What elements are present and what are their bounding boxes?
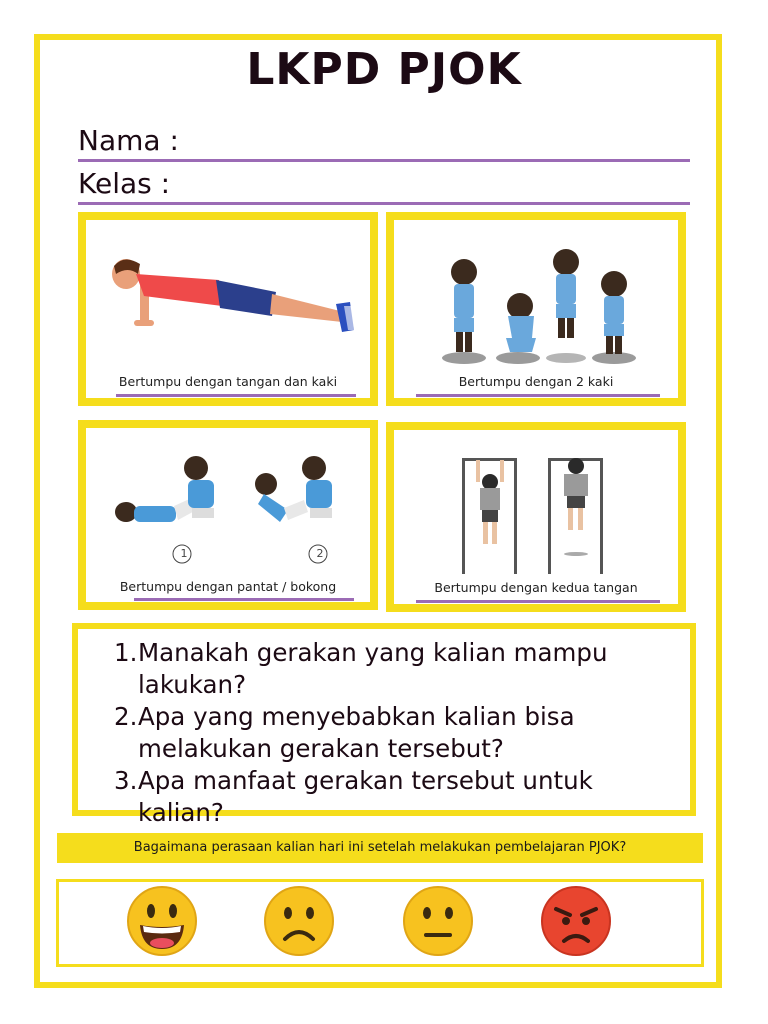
question-list [114, 637, 684, 829]
card-caption: Bertumpu dengan kedua tangan [434, 580, 638, 595]
step-number: 2 [316, 547, 324, 560]
caption-line [416, 600, 660, 603]
card-caption: Bertumpu dengan tangan dan kaki [118, 374, 338, 389]
question-item: 1.Manakah gerakan yang kalian mampu lakukan? [114, 638, 608, 699]
kelas-field[interactable] [78, 202, 690, 205]
card-hang [386, 422, 686, 612]
jump-illustration [434, 234, 654, 374]
card-jump [386, 212, 686, 406]
caption-line [416, 394, 660, 397]
card-caption: Bertumpu dengan pantat / bokong [119, 579, 337, 594]
angry-face-icon[interactable] [540, 885, 612, 957]
question-item: 2.Apa yang menyebabkan kalian bisa melakukan gerakan tersebut? [114, 702, 575, 763]
step-number: 1 [180, 547, 188, 560]
card-pushup [78, 212, 378, 406]
kelas-label: Kelas : [78, 167, 171, 200]
question-item: 3.Apa manfaat gerakan tersebut untuk kalian? [114, 766, 593, 827]
caption-line [134, 598, 354, 601]
card-caption: Bertumpu dengan 2 kaki [458, 374, 614, 389]
pushup-illustration [104, 244, 364, 354]
feeling-prompt: Bagaimana perasaan kalian hari ini setelah melakukan pembelajaran PJOK? [57, 833, 703, 863]
hanging-illustration [452, 452, 652, 582]
nama-field[interactable] [78, 159, 690, 162]
neutral-face-icon[interactable] [402, 885, 474, 957]
grinning-face-icon[interactable] [126, 885, 198, 957]
card-situp [78, 420, 378, 610]
page-title: LKPD PJOK [246, 44, 522, 95]
nama-label: Nama : [78, 124, 179, 157]
caption-line [116, 394, 356, 397]
questions-box [72, 623, 696, 827]
frowning-face-icon[interactable] [263, 885, 335, 957]
